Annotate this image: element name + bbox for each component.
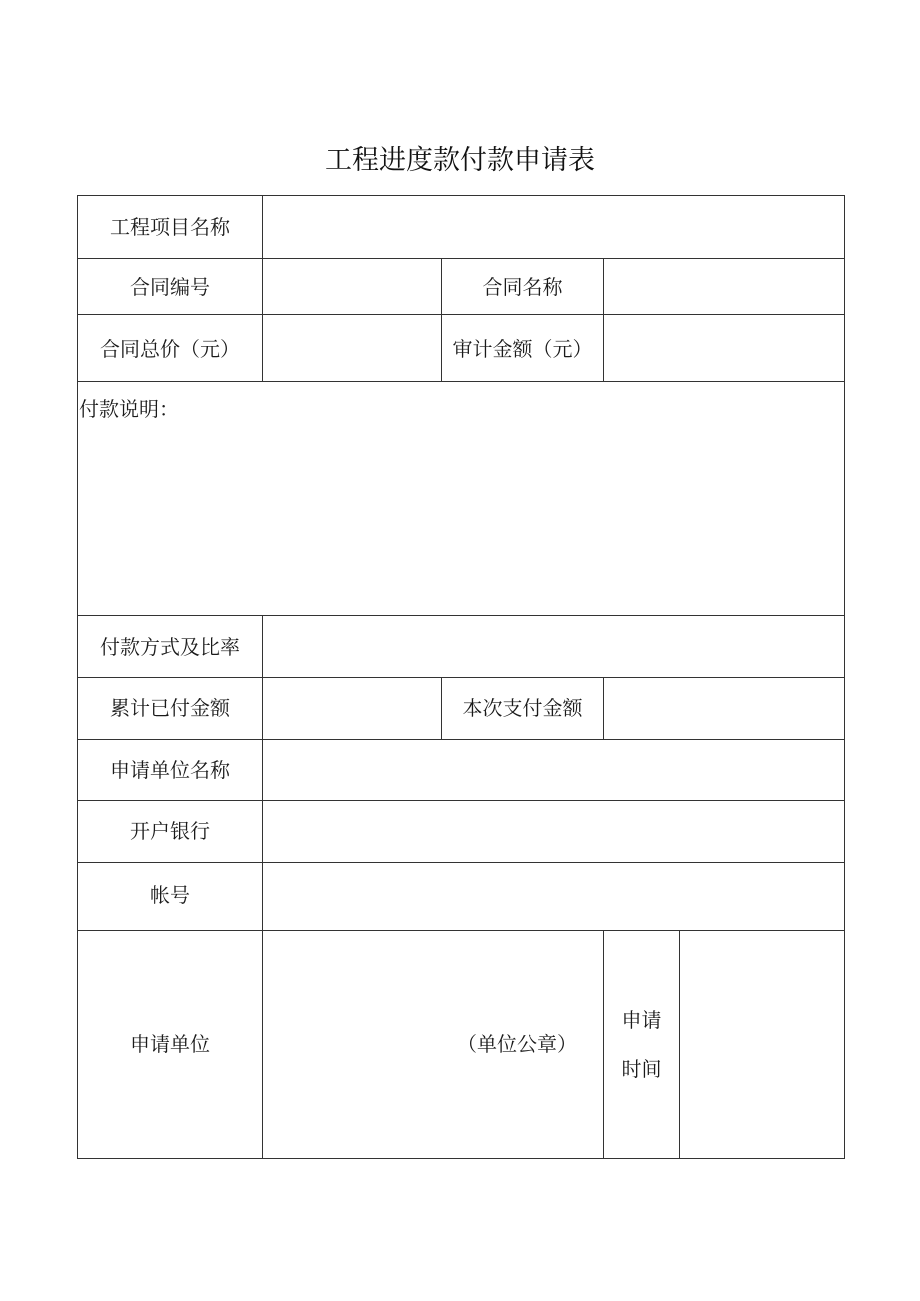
applicant-unit-name-label: 申请单位名称	[110, 758, 230, 782]
contract-name-label: 合同名称	[482, 275, 563, 299]
current-payment-field[interactable]	[604, 678, 844, 739]
cumulative-paid-field[interactable]	[263, 678, 441, 739]
payment-application-table	[77, 195, 845, 1159]
payment-description-field[interactable]	[78, 382, 844, 615]
project-name-field[interactable]	[263, 196, 844, 258]
apply-time-field[interactable]	[680, 931, 844, 1158]
form-title: 工程进度款付款申请表	[325, 145, 595, 176]
applicant-unit-seal-area[interactable]	[263, 931, 603, 1158]
account-field[interactable]	[263, 863, 844, 930]
contract-name-field[interactable]	[604, 259, 844, 314]
cumulative-paid-label: 累计已付金额	[110, 696, 230, 720]
applicant-unit-label: 申请单位	[130, 1032, 210, 1056]
unit-seal-label: （单位公章）	[457, 1032, 577, 1056]
payment-method-field[interactable]	[263, 616, 844, 677]
column-divider	[603, 930, 604, 1158]
apply-time-label-line2: 时间	[621, 1057, 662, 1081]
audit-amount-field[interactable]	[604, 315, 844, 381]
contract-no-field[interactable]	[263, 259, 441, 314]
contract-total-field[interactable]	[263, 315, 441, 381]
contract-no-label: 合同编号	[130, 275, 210, 299]
contract-total-label: 合同总价（元）	[100, 337, 240, 361]
project-name-label: 工程项目名称	[110, 215, 230, 239]
payment-method-label: 付款方式及比率	[100, 635, 240, 659]
account-label: 帐号	[150, 883, 190, 907]
current-payment-label: 本次支付金额	[462, 696, 583, 720]
applicant-unit-name-field[interactable]	[263, 740, 844, 800]
apply-time-label-line1: 申请	[621, 1008, 662, 1032]
bank-label: 开户银行	[130, 819, 210, 843]
bank-field[interactable]	[263, 801, 844, 862]
audit-amount-label: 审计金额（元）	[452, 337, 593, 361]
payment-description-label: 付款说明：	[79, 397, 179, 421]
